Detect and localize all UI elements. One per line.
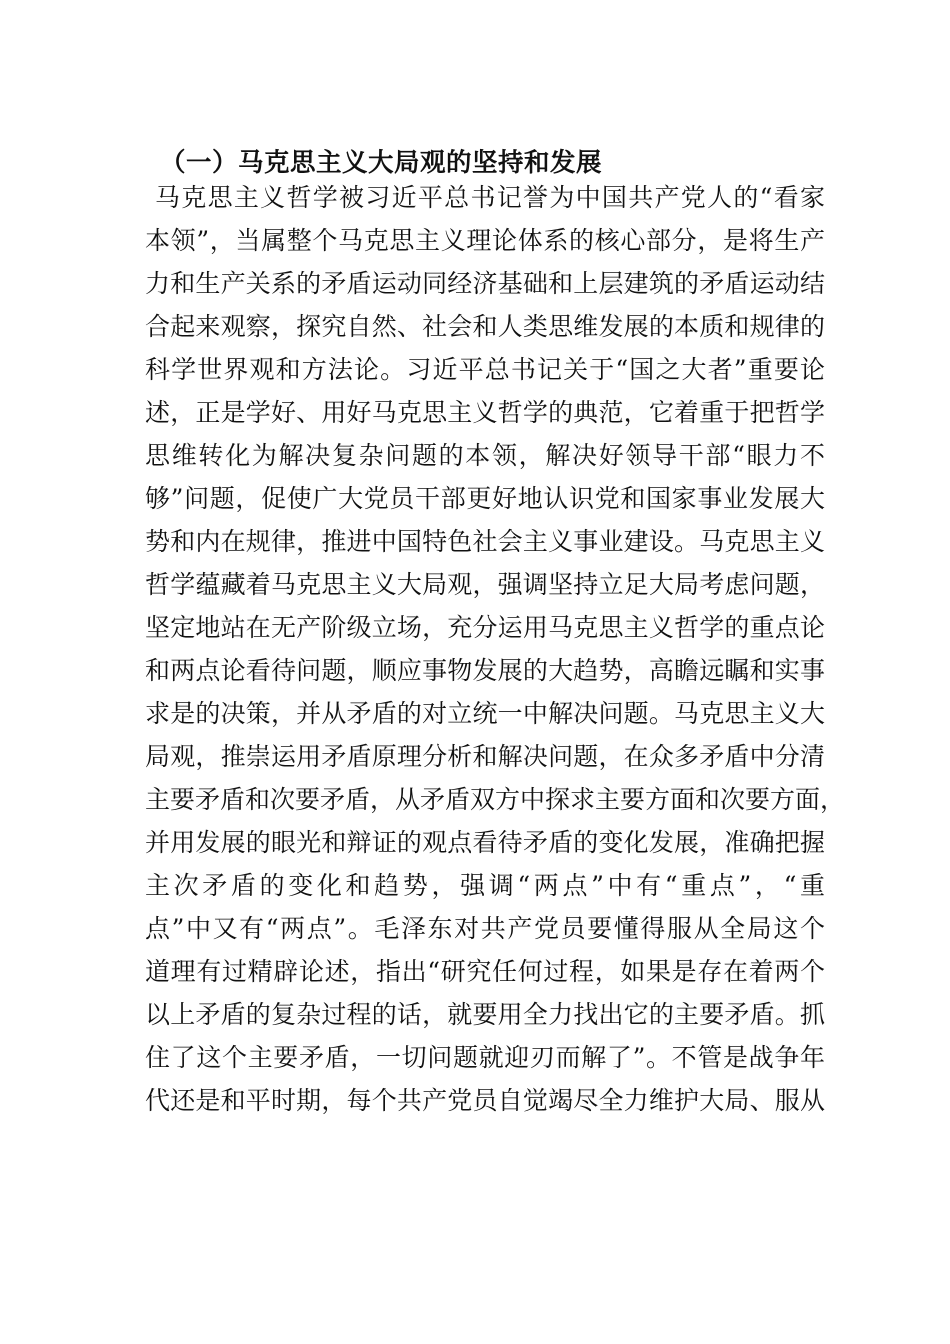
text-line: 以上矛盾的复杂过程的话，就要用全力找出它的主要矛盾。抓	[145, 1000, 825, 1029]
text-line: 科学世界观和方法论。习近平总书记关于“国之大者”重要论	[145, 355, 825, 384]
text-line: 局观，推崇运用矛盾原理分析和解决问题，在众多矛盾中分清	[145, 742, 825, 771]
text-line: 够”问题，促使广大党员干部更好地认识党和国家事业发展大	[145, 484, 825, 513]
text-line	[145, 176, 825, 219]
text-line: 思维转化为解决复杂问题的本领，解决好领导干部“眼力不	[145, 441, 825, 470]
text-line: 点”中又有“两点”。毛泽东对共产党员要懂得服从全局这个	[145, 914, 825, 943]
text-line: 合起来观察，探究自然、社会和人类思维发展的本质和规律的	[145, 312, 825, 341]
text-line: 主要矛盾和次要矛盾，从矛盾双方中探求主要方面和次要方面，	[145, 785, 846, 814]
text-line: 并用发展的眼光和辩证的观点看待矛盾的变化发展，准确把握	[145, 828, 825, 857]
section-heading: （一）马克思主义大局观的坚持和发展	[160, 148, 603, 178]
text-line: 力和生产关系的矛盾运动同经济基础和上层建筑的矛盾运动结	[145, 269, 825, 298]
text-line: 主次矛盾的变化和趋势，强调“两点”中有“重点”，“重	[145, 871, 825, 900]
text-line: 道理有过精辟论述，指出“研究任何过程，如果是存在着两个	[145, 957, 825, 986]
text-line: 住了这个主要矛盾，一切问题就迎刃而解了”。不管是战争年	[145, 1043, 825, 1072]
text-line: 势和内在规律，推进中国特色社会主义事业建设。马克思主义	[145, 527, 825, 556]
text-line: 代还是和平时期，每个共产党员自觉竭尽全力维护大局、服从	[145, 1086, 825, 1115]
text-line: 坚定地站在无产阶级立场，充分运用马克思主义哲学的重点论	[145, 613, 825, 642]
text-line: 哲学蕴藏着马克思主义大局观，强调坚持立足大局考虑问题，	[145, 570, 825, 599]
text-line: 述，正是学好、用好马克思主义哲学的典范，它着重于把哲学	[145, 398, 825, 427]
text-line: 本领”，当属整个马克思主义理论体系的核心部分，是将生产	[145, 226, 825, 255]
text-line: 求是的决策，并从矛盾的对立统一中解决问题。马克思主义大	[145, 699, 825, 728]
text-line: 和两点论看待问题，顺应事物发展的大趋势，高瞻远瞩和实事	[145, 656, 825, 685]
first-line-text: 马克思主义哲学被习近平总书记誉为中国共产党人的“看家	[155, 183, 825, 212]
